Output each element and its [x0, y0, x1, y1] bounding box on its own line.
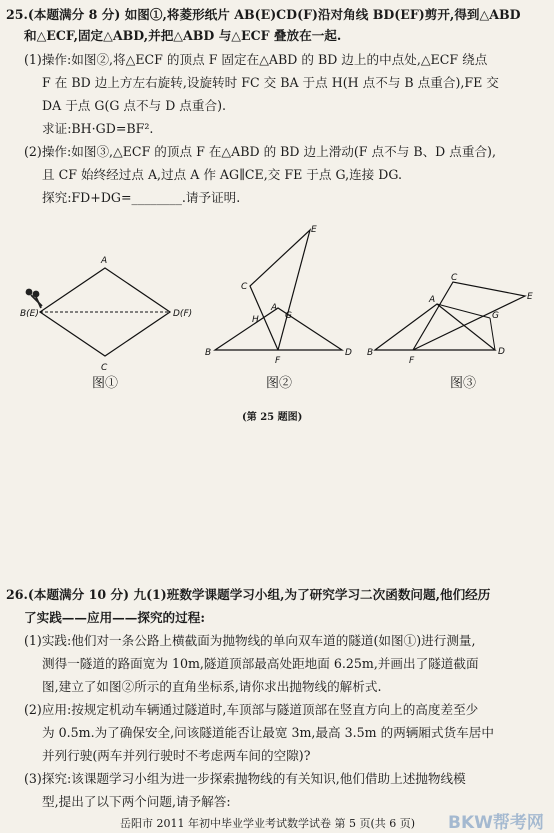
fig2-label-e: E — [311, 225, 317, 235]
fig2-label-g: G — [285, 311, 292, 321]
q25-part1-line3: DA 于点 G(G 点不与 D 点重合). — [42, 98, 227, 113]
q25-part1-line1: (1)操作:如图②,将△ECF 的顶点 F 固定在△ABD 的 BD 边上的中点处,△ECF 绕点 — [24, 52, 488, 67]
q26-p2-line2: 为 0.5m.为了确保安全,问该隧道能否让最宽 3m,最高 3.5m 的两辆厢式货车居中 — [42, 725, 494, 740]
q25-line1: 25.(本题满分 8 分) 如图①,将菱形纸片 AB(E)CD(F)沿对角线 BD(EF)剪开,得到△ABD — [6, 7, 521, 22]
triangle-abd — [375, 304, 495, 350]
line-dg — [490, 318, 495, 350]
fig2-label-d: D — [345, 348, 352, 358]
q26-p2-line1: (2)应用:按规定机动车辆通过隧道时,车顶部与隧道顶部在竖直方向上的高度差至少 — [24, 702, 479, 717]
figure-group-caption: (第 25 题图) — [242, 412, 303, 423]
fig3-label-b: B — [367, 348, 374, 358]
fig2-caption: 图② — [266, 376, 293, 391]
q26-p3-line2: 型,提出了以下两个问题,请予解答: — [42, 794, 231, 809]
fig1-label-df: D(F) — [173, 309, 193, 319]
q26-line1: 26.(本题满分 10 分) 九(1)班数学课题学习小组,为了研究学习二次函数问题,他们经历 — [6, 587, 491, 602]
q25-part1-line4: 求证:BH·GD=BF². — [42, 121, 154, 136]
fig3-label-a: A — [429, 295, 436, 305]
fig3-label-f: F — [409, 356, 415, 366]
q26-p3-line1: (3)探究:该课题学习小组为进一步探索抛物线的有关知识,他们借助上述抛物线模 — [24, 771, 466, 786]
fig3-caption: 图③ — [450, 376, 477, 391]
fig2-label-f: F — [275, 356, 281, 366]
fig2-label-b: B — [205, 348, 212, 358]
fig1-label-a: A — [101, 256, 108, 266]
q25-part2-line2: 且 CF 始终经过点 A,过点 A 作 AG∥CE,交 FE 于点 G,连接 DG. — [42, 167, 402, 182]
fig1-label-be: B(E) — [20, 309, 39, 319]
fig3-label-g: G — [492, 311, 499, 321]
fig1-caption: 图① — [92, 376, 119, 391]
fig3-label-c: C — [451, 273, 458, 283]
triangle-abd — [215, 308, 342, 350]
q25-part2-line3: 探究:FD+DG=________.请予证明. — [42, 190, 241, 205]
q26-p1-line1: (1)实践:他们对一条公路上横截面为抛物线的单向双车道的隧道(如图①)进行测量, — [24, 633, 476, 648]
q25-part2-line1: (2)操作:如图③,△ECF 的顶点 F 在△ABD 的 BD 边上滑动(F 点不与 B、D 点重合), — [24, 144, 496, 159]
fig2-label-h: H — [252, 315, 259, 325]
fig3-label-d: D — [498, 347, 505, 357]
fig2-label-a: A — [271, 303, 278, 313]
q26-p1-line2: 测得一隧道的路面宽为 10m,隧道顶部最高处距地面 6.25m,并画出了隧道截面 — [42, 656, 479, 671]
q25-part1-line2: F 在 BD 边上方左右旋转,设旋转时 FC 交 BA 于点 H(H 点不与 B 点重合),FE 交 — [42, 75, 499, 90]
q26-p2-line3: 并列行驶(两车并列行驶时不考虑两车间的空隙)? — [42, 748, 311, 763]
watermark-logo: BKW帮考网 — [448, 813, 544, 833]
triangle-ecf — [250, 230, 310, 350]
figure-2 — [200, 222, 360, 372]
q25-line2: 和△ECF,固定△ABD,并把△ABD 与△ECF 叠放在一起. — [24, 28, 342, 43]
q26-p1-line3: 图,建立了如图②所示的直角坐标系,请你求出抛物线的解析式. — [42, 679, 382, 694]
figure-1-rhombus — [20, 248, 200, 378]
scissors-icon — [26, 289, 42, 308]
fig2-label-c: C — [241, 282, 248, 292]
q26-line2: 了实践——应用——探究的过程: — [24, 610, 205, 625]
page-footer: 岳阳市 2011 年初中毕业学业考试数学试卷 第 5 页(共 6 页) — [120, 817, 416, 830]
fig1-label-c: C — [101, 363, 108, 373]
triangle-ecf — [413, 282, 525, 350]
fig3-label-e: E — [527, 292, 533, 302]
figure-3 — [365, 272, 545, 372]
